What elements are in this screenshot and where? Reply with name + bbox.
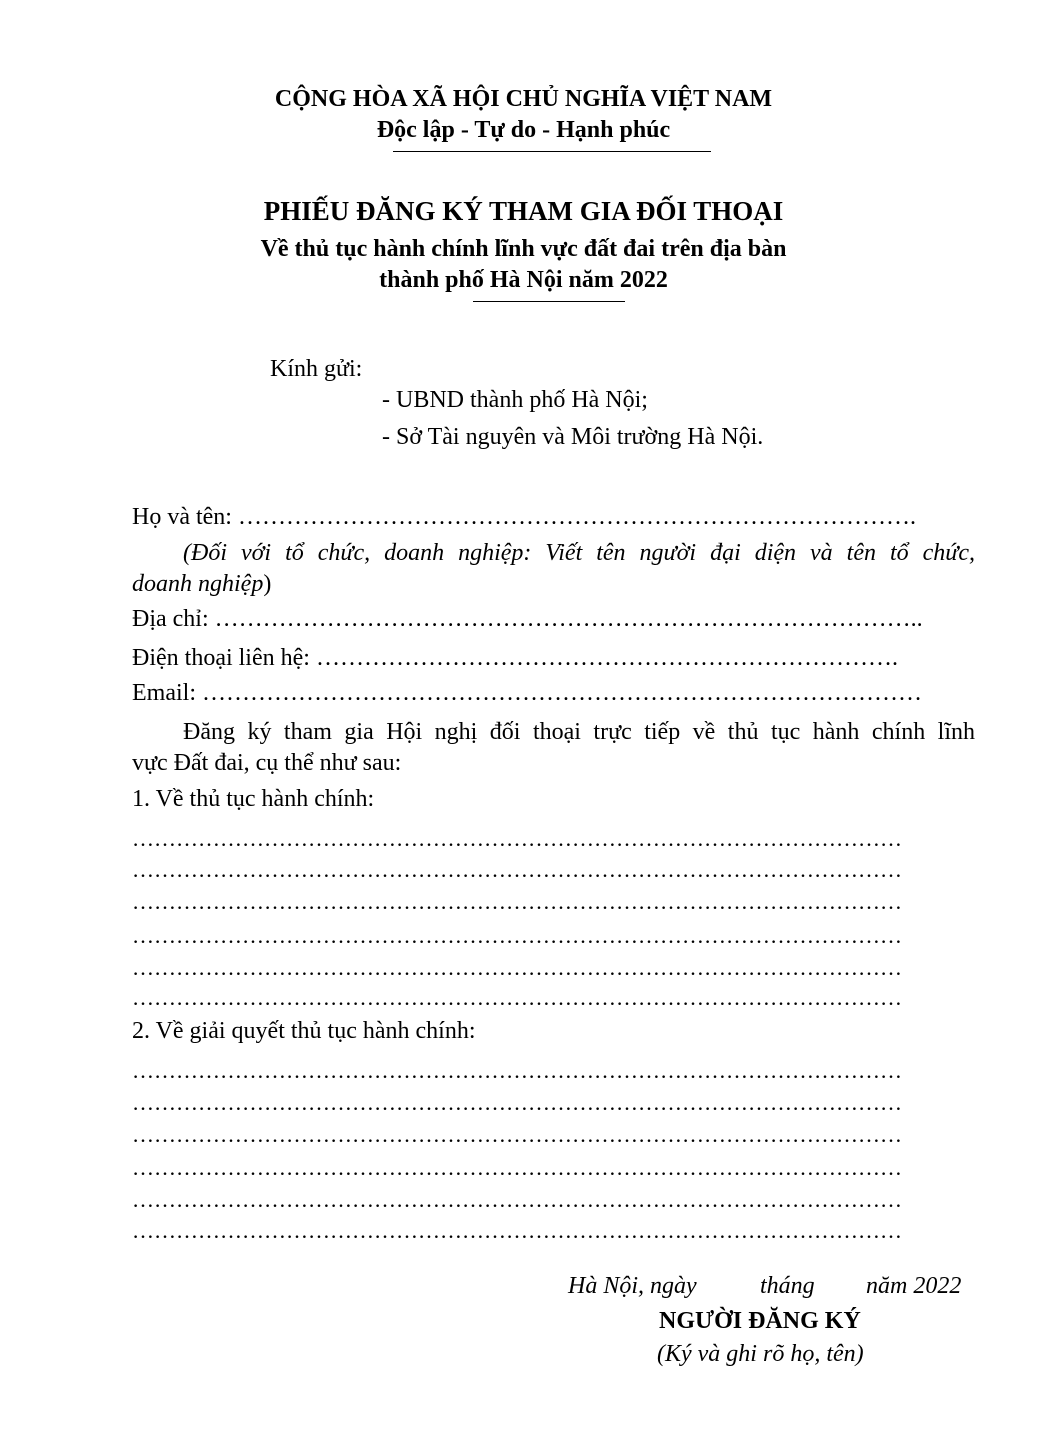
form-subtitle-line2: thành phố Hà Nội năm 2022 — [379, 267, 668, 293]
republic-header: CỘNG HÒA XÃ HỘI CHỦ NGHĨA VIỆT NAM — [274, 86, 773, 112]
email-field[interactable]: Email: ……………………………………………………………………………… — [132, 680, 922, 706]
org-note-line2: doanh nghiệp — [132, 571, 264, 597]
signature-instruction: (Ký và ghi rõ họ, tên) — [657, 1341, 864, 1367]
intro-line1: Đăng ký tham gia Hội nghị đối thoại trực tiếp về thủ tục hành chính lĩnh — [183, 719, 975, 745]
signature-date-month: tháng — [760, 1273, 815, 1299]
section1-answer-line[interactable]: …………………………………………………………………………………………… — [132, 889, 902, 914]
form-title: PHIẾU ĐĂNG KÝ THAM GIA ĐỐI THOẠI — [263, 196, 784, 226]
intro-line2: vực Đất đai, cụ thể như sau: — [132, 750, 402, 776]
section1-answer-line[interactable]: …………………………………………………………………………………………… — [132, 985, 902, 1010]
recipient-item: - Sở Tài nguyên và Môi trường Hà Nội. — [382, 424, 764, 450]
recipient-item: - UBND thành phố Hà Nội; — [382, 387, 648, 413]
title-underline — [473, 301, 625, 302]
section2-answer-line[interactable]: …………………………………………………………………………………………… — [132, 1122, 902, 1147]
org-note-line1: (Đối với tổ chức, doanh nghiệp: Viết tên người đại diện và tên tổ chức, — [183, 540, 975, 566]
name-field[interactable]: Họ và tên: …………………………………………………………………………. — [132, 504, 916, 530]
recipient-label: Kính gửi: — [270, 356, 363, 382]
form-subtitle-line1: Về thủ tục hành chính lĩnh vực đất đai trên địa bàn — [260, 236, 787, 262]
section1-answer-line[interactable]: …………………………………………………………………………………………… — [132, 923, 902, 948]
signature-role: NGƯỜI ĐĂNG KÝ — [659, 1308, 861, 1334]
section1-heading: 1. Về thủ tục hành chính: — [132, 786, 375, 812]
org-note-line2-wrap — [132, 571, 271, 598]
section1-answer-line[interactable]: …………………………………………………………………………………………… — [132, 826, 902, 851]
signature-date-place: Hà Nội, ngày — [568, 1273, 697, 1299]
signature-date-year: năm 2022 — [866, 1273, 962, 1299]
section1-answer-line[interactable]: …………………………………………………………………………………………… — [132, 857, 902, 882]
motto: Độc lập - Tự do - Hạnh phúc — [376, 117, 671, 143]
section2-answer-line[interactable]: …………………………………………………………………………………………… — [132, 1090, 902, 1115]
section1-answer-line[interactable]: …………………………………………………………………………………………… — [132, 955, 902, 980]
org-note-close: ) — [263, 571, 272, 597]
address-field[interactable]: Địa chỉ: …………………………………………………………………………….. — [132, 606, 923, 632]
section2-answer-line[interactable]: …………………………………………………………………………………………… — [132, 1187, 902, 1212]
phone-field[interactable]: Điện thoại liên hệ: ………………………………………………………………. — [132, 645, 898, 671]
section2-answer-line[interactable]: …………………………………………………………………………………………… — [132, 1218, 902, 1243]
section2-heading: 2. Về giải quyết thủ tục hành chính: — [132, 1018, 476, 1044]
motto-underline — [393, 151, 711, 152]
section2-answer-line[interactable]: …………………………………………………………………………………………… — [132, 1155, 902, 1180]
section2-answer-line[interactable]: …………………………………………………………………………………………… — [132, 1058, 902, 1083]
